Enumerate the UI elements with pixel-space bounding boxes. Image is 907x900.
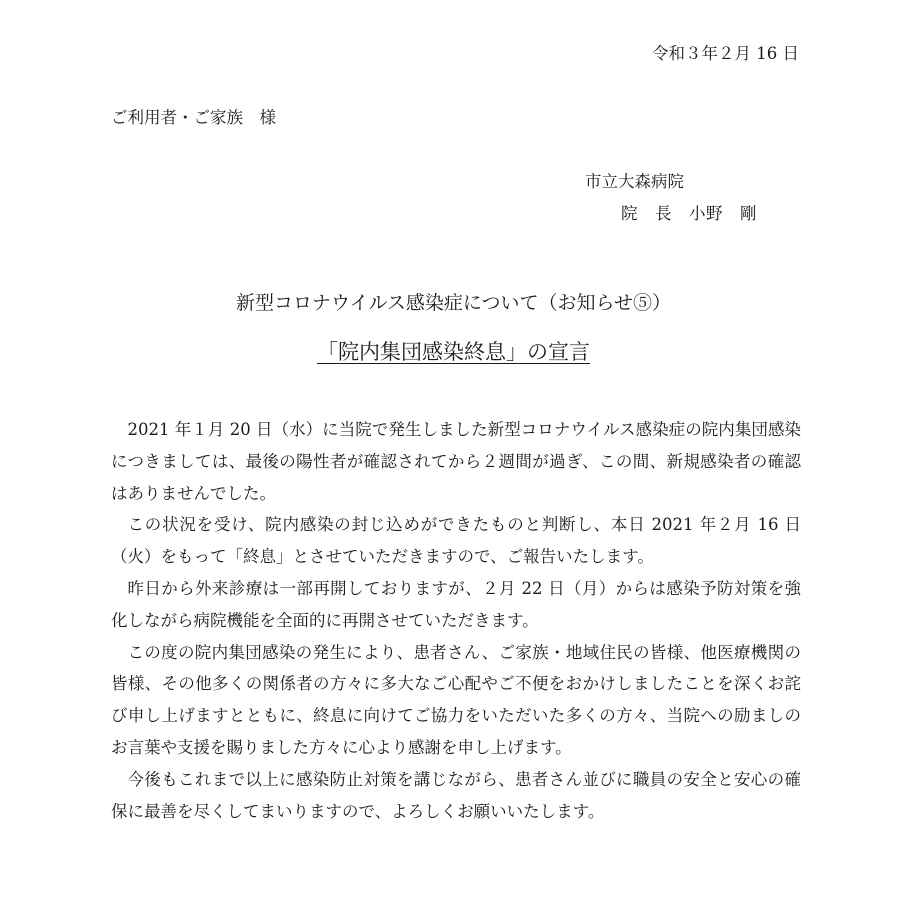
- recipient-line: ご利用者・ご家族 様: [111, 108, 276, 127]
- document-date: 令和３年２月 16 日: [652, 44, 799, 63]
- sender-organization: 市立大森病院: [585, 172, 684, 191]
- body-paragraph: この度の院内集団感染の発生により、患者さん、ご家族・地域住民の皆様、他医療機関の皆様、その他多くの関係者の方々に多大なご心配やご不便をおかけしましたことを深くお詫び申し上げますとともに、終息に向けてご協力をいただいた多くの方々、当院への励ましのお言葉や支援を賜りました方々に心より感謝を申し上げます。: [111, 642, 802, 757]
- notice-subtitle-wrapper: [0, 336, 907, 366]
- notice-subtitle: 「院内集団感染終息」の宣言: [317, 340, 590, 364]
- sender-director: 院 長 小野 剛: [621, 204, 757, 223]
- notice-title: 新型コロナウイルス感染症について（お知らせ⑤）: [236, 292, 671, 314]
- body-paragraph: この状況を受け、院内感染の封じ込めができたものと判断し、本日 2021 年２月 16 日（火）をもって「終息」とさせていただきますので、ご報告いたします。: [111, 515, 801, 567]
- body-paragraph: 昨日から外来診療は一部再開しておりますが、２月 22 日（月）からは感染予防対策を強化しながら病院機能を全面的に再開させていただきます。: [111, 578, 801, 630]
- body-paragraph: 2021 年１月 20 日（水）に当院で発生しました新型コロナウイルス感染症の院内集団感染につきましては、最後の陽性者が確認されてから２週間が過ぎ、この間、新規感染者の確認はありませんでした。: [111, 420, 801, 503]
- body-paragraph: 今後もこれまで以上に感染防止対策を講じながら、患者さん並びに職員の安全と安心の確保に最善を尽くしてまいりますので、よろしくお願いいたします。: [111, 769, 801, 821]
- notice-body: [111, 414, 801, 827]
